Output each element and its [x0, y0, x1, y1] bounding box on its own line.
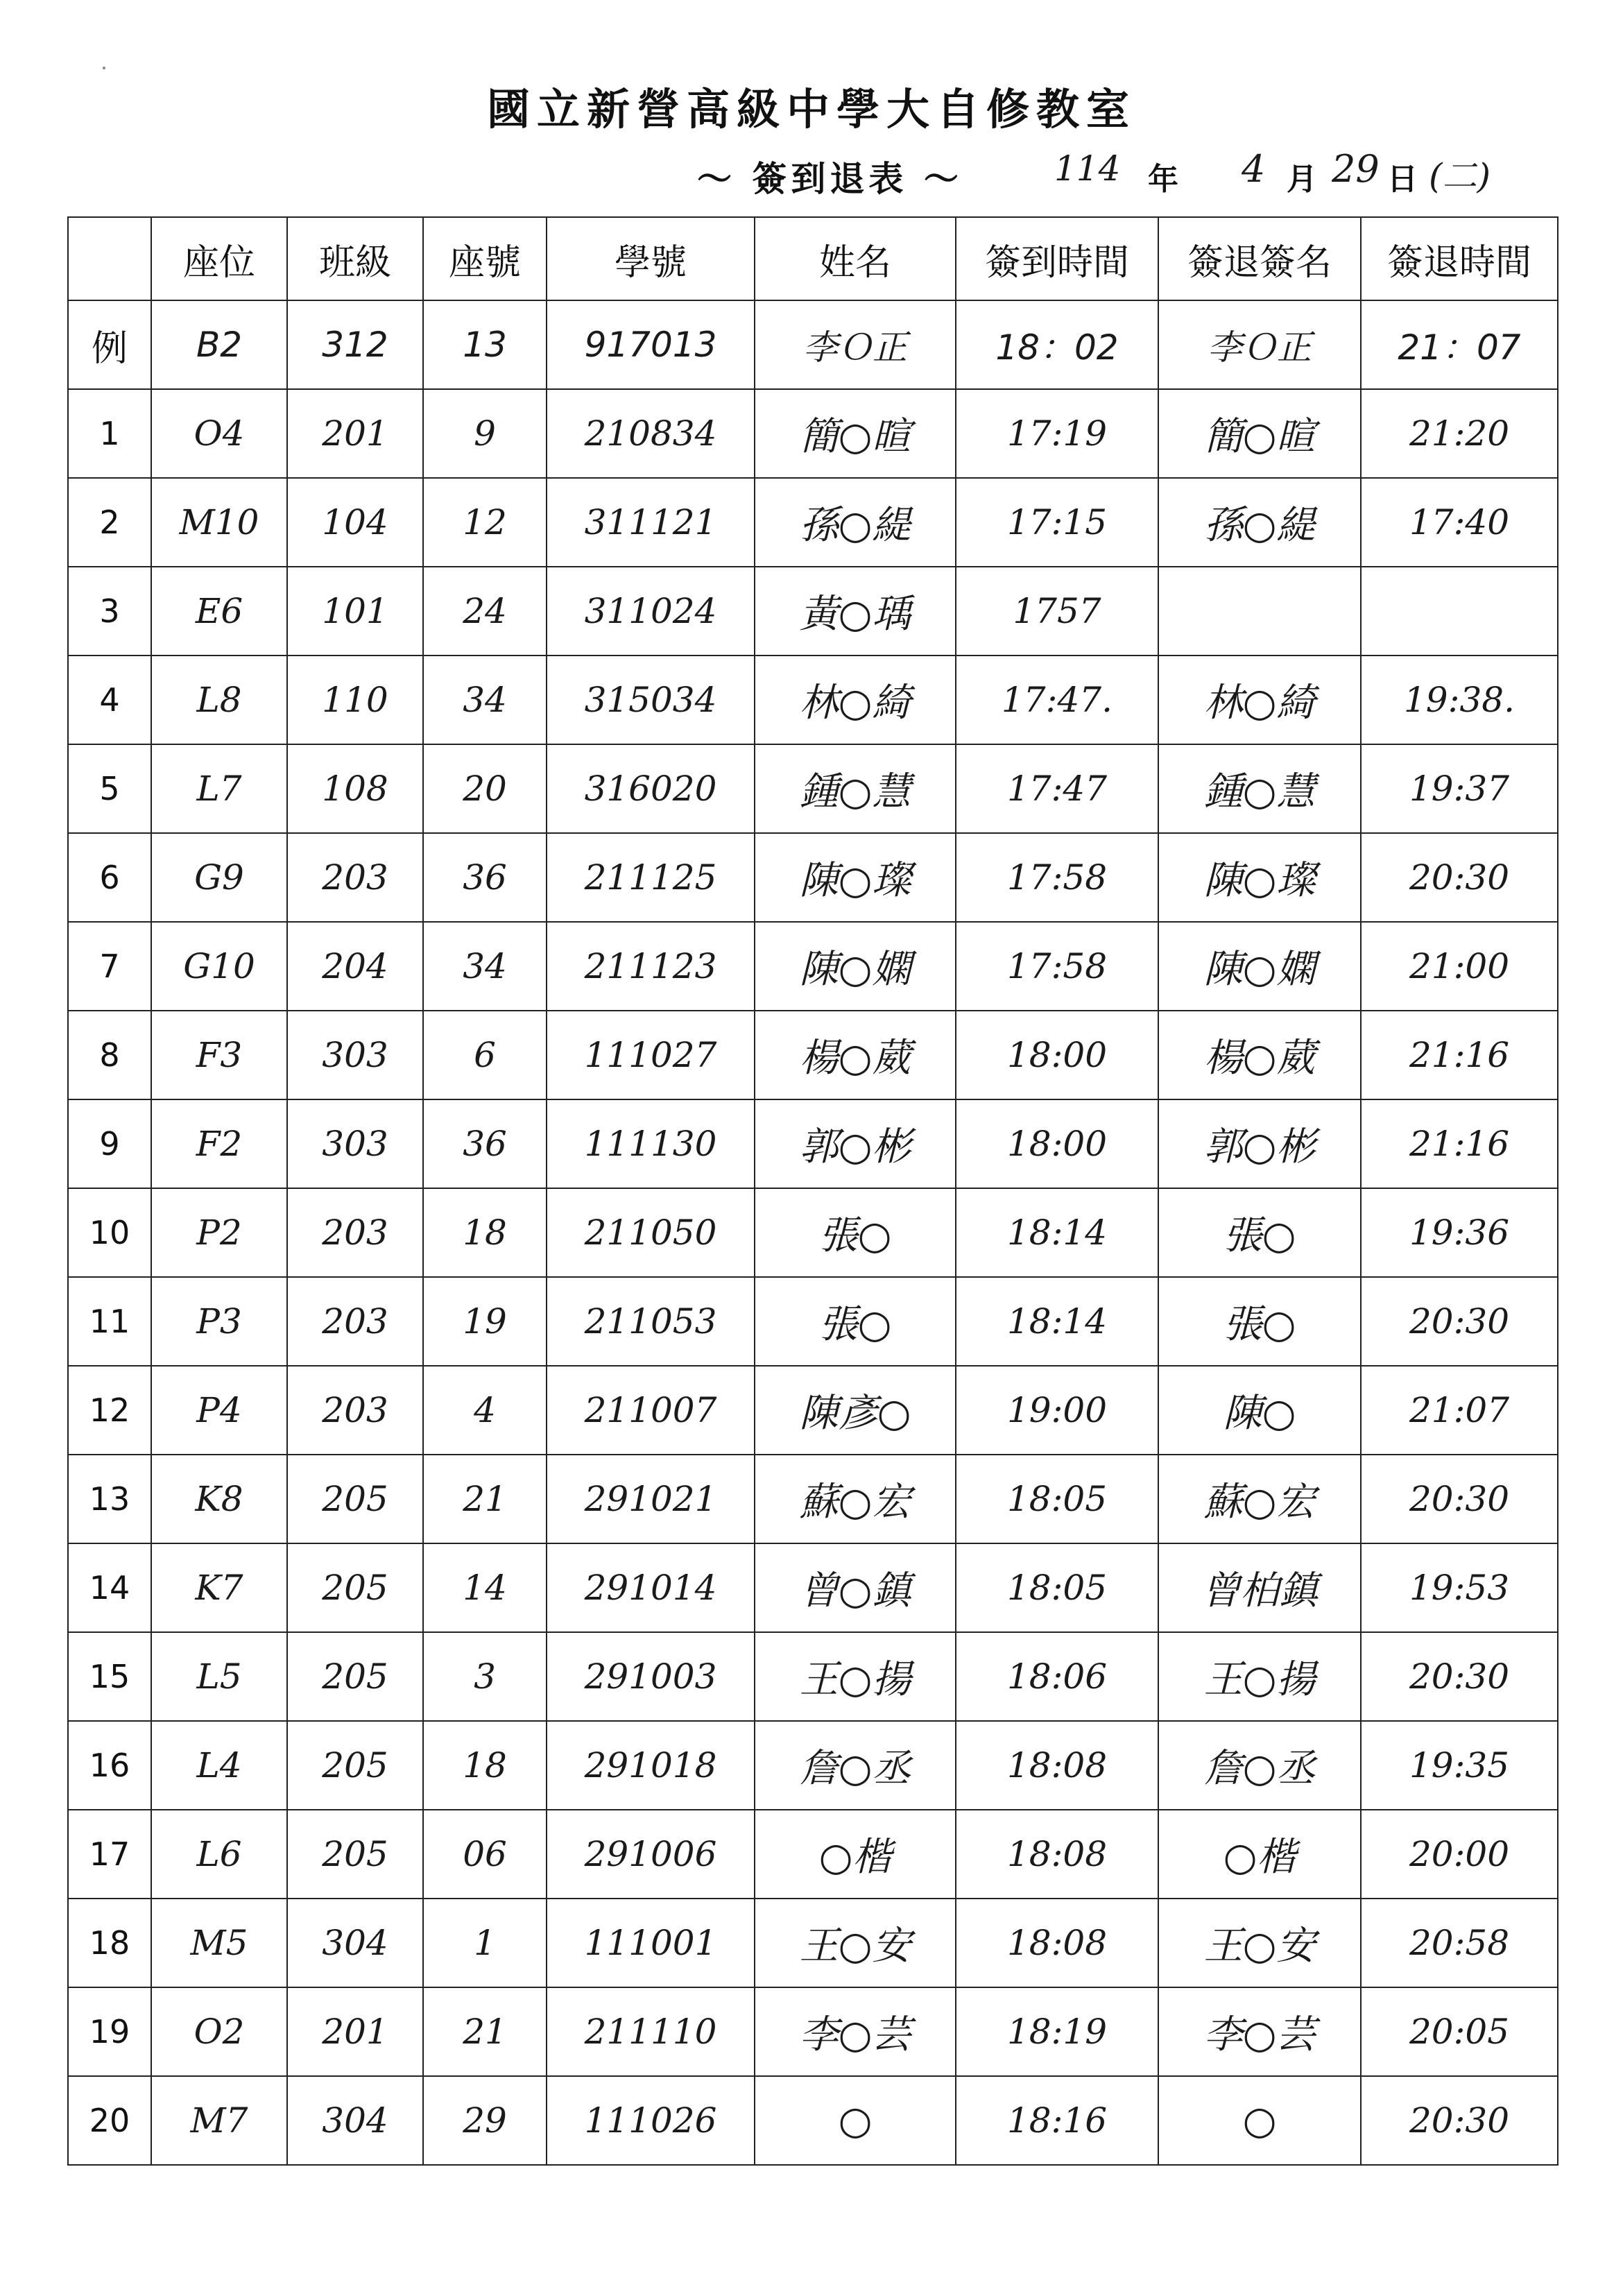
- table-row: [68, 478, 1558, 567]
- checkin-time-cell: 18:16: [956, 2076, 1158, 2165]
- name-cell: 王○安: [755, 1899, 956, 1987]
- student-id-cell: 291018: [547, 1721, 755, 1810]
- date-day-value: 29: [1332, 147, 1380, 191]
- checkout-time-cell: [1361, 567, 1558, 656]
- checkout-signature-cell: ○: [1158, 2076, 1361, 2165]
- checkout-signature-cell: 張○: [1158, 1277, 1361, 1366]
- row-index: 18: [68, 1899, 151, 1987]
- header-seat: 座位: [151, 217, 287, 300]
- header-index: [68, 217, 151, 300]
- header-class: 班級: [287, 217, 423, 300]
- checkout-signature-cell: 郭○彬: [1158, 1099, 1361, 1188]
- table-row: [68, 1721, 1558, 1810]
- checkout-signature-cell: ○楷: [1158, 1810, 1361, 1899]
- checkin-time-cell: 17:58: [956, 833, 1158, 922]
- student-id-cell: 917013: [547, 300, 755, 389]
- name-cell: 陳○璨: [755, 833, 956, 922]
- seat-cell: P3: [151, 1277, 287, 1366]
- checkout-time-cell: 19:53: [1361, 1543, 1558, 1632]
- table-row: [68, 656, 1558, 744]
- date-day-label: 日: [1387, 162, 1418, 197]
- checkout-signature-cell: 王○安: [1158, 1899, 1361, 1987]
- row-index: 9: [68, 1099, 151, 1188]
- student-id-cell: 291021: [547, 1455, 755, 1543]
- seat-number-cell: 34: [423, 922, 547, 1011]
- class-cell: 203: [287, 1277, 423, 1366]
- seat-cell: F2: [151, 1099, 287, 1188]
- name-cell: 張○: [755, 1188, 956, 1277]
- table-row: [68, 1099, 1558, 1188]
- seat-cell: G10: [151, 922, 287, 1011]
- class-cell: 205: [287, 1543, 423, 1632]
- table-row: [68, 1543, 1558, 1632]
- student-id-cell: 210834: [547, 389, 755, 478]
- checkin-time-cell: 18:08: [956, 1899, 1158, 1987]
- class-cell: 201: [287, 389, 423, 478]
- name-cell: 簡○暄: [755, 389, 956, 478]
- class-cell: 203: [287, 1188, 423, 1277]
- date-line: [1033, 147, 1574, 209]
- seat-cell: M7: [151, 2076, 287, 2165]
- date-month-value: 4: [1242, 147, 1266, 191]
- seat-cell: P2: [151, 1188, 287, 1277]
- seat-number-cell: 14: [423, 1543, 547, 1632]
- seat-cell: M10: [151, 478, 287, 567]
- class-cell: 104: [287, 478, 423, 567]
- seat-cell: L5: [151, 1632, 287, 1721]
- checkin-time-cell: 17:47: [956, 744, 1158, 833]
- class-cell: 205: [287, 1721, 423, 1810]
- row-index: 11: [68, 1277, 151, 1366]
- student-id-cell: 111026: [547, 2076, 755, 2165]
- seat-number-cell: 21: [423, 1987, 547, 2076]
- seat-number-cell: 36: [423, 833, 547, 922]
- name-cell: ○: [755, 2076, 956, 2165]
- checkout-time-cell: 21:00: [1361, 922, 1558, 1011]
- checkout-signature-cell: 王○揚: [1158, 1632, 1361, 1721]
- name-cell: 林○綺: [755, 656, 956, 744]
- checkin-time-cell: 18:00: [956, 1099, 1158, 1188]
- document-title: 國立新營高級中學大自修教室: [486, 84, 1136, 135]
- class-cell: 304: [287, 2076, 423, 2165]
- name-cell: 詹○丞: [755, 1721, 956, 1810]
- checkout-signature-cell: 李Ｏ正: [1158, 300, 1361, 389]
- student-id-cell: 111027: [547, 1011, 755, 1099]
- seat-cell: F3: [151, 1011, 287, 1099]
- table-row: [68, 567, 1558, 656]
- seat-number-cell: 36: [423, 1099, 547, 1188]
- seat-cell: M5: [151, 1899, 287, 1987]
- row-index: 4: [68, 656, 151, 744]
- checkin-time-cell: 18:08: [956, 1721, 1158, 1810]
- checkin-time-cell: 1757: [956, 567, 1158, 656]
- seat-cell: O2: [151, 1987, 287, 2076]
- checkin-time-cell: 17:47.: [956, 656, 1158, 744]
- row-index: 7: [68, 922, 151, 1011]
- student-id-cell: 311024: [547, 567, 755, 656]
- checkout-signature-cell: 陳○嫻: [1158, 922, 1361, 1011]
- row-index: 3: [68, 567, 151, 656]
- seat-cell: P4: [151, 1366, 287, 1455]
- seat-cell: G9: [151, 833, 287, 922]
- checkout-time-cell: 19:38.: [1361, 656, 1558, 744]
- student-id-cell: 211007: [547, 1366, 755, 1455]
- class-cell: 303: [287, 1099, 423, 1188]
- seat-number-cell: 18: [423, 1188, 547, 1277]
- table-row: [68, 833, 1558, 922]
- checkin-time-cell: 18:14: [956, 1277, 1158, 1366]
- checkout-time-cell: 17:40: [1361, 478, 1558, 567]
- document-subtitle: ～ 簽到退表 ～: [697, 158, 963, 199]
- student-id-cell: 291003: [547, 1632, 755, 1721]
- table-row: [68, 1899, 1558, 1987]
- seat-number-cell: 24: [423, 567, 547, 656]
- checkin-time-cell: 18:14: [956, 1188, 1158, 1277]
- date-year-label: 年: [1148, 162, 1178, 197]
- seat-number-cell: 9: [423, 389, 547, 478]
- checkout-time-cell: 19:35: [1361, 1721, 1558, 1810]
- checkin-time-cell: 18:05: [956, 1455, 1158, 1543]
- checkout-time-cell: 21:16: [1361, 1011, 1558, 1099]
- name-cell: 陳○嫻: [755, 922, 956, 1011]
- row-index: 12: [68, 1366, 151, 1455]
- seat-number-cell: 4: [423, 1366, 547, 1455]
- row-index: 5: [68, 744, 151, 833]
- seat-number-cell: 20: [423, 744, 547, 833]
- student-id-cell: 291014: [547, 1543, 755, 1632]
- student-id-cell: 211123: [547, 922, 755, 1011]
- checkout-time-cell: 21:16: [1361, 1099, 1558, 1188]
- row-index: 6: [68, 833, 151, 922]
- seat-cell: E6: [151, 567, 287, 656]
- table-row: [68, 1366, 1558, 1455]
- table-row: [68, 1632, 1558, 1721]
- student-id-cell: 111130: [547, 1099, 755, 1188]
- class-cell: 205: [287, 1455, 423, 1543]
- name-cell: 黃○瑀: [755, 567, 956, 656]
- student-id-cell: 211110: [547, 1987, 755, 2076]
- student-id-cell: 315034: [547, 656, 755, 744]
- checkout-signature-cell: 孫○緹: [1158, 478, 1361, 567]
- checkout-signature-cell: 陳○: [1158, 1366, 1361, 1455]
- class-cell: 304: [287, 1899, 423, 1987]
- header-seat-number: 座號: [423, 217, 547, 300]
- seat-number-cell: 34: [423, 656, 547, 744]
- seat-cell: L4: [151, 1721, 287, 1810]
- name-cell: 張○: [755, 1277, 956, 1366]
- class-cell: 203: [287, 833, 423, 922]
- checkin-time-cell: 18:00: [956, 1011, 1158, 1099]
- row-index: 14: [68, 1543, 151, 1632]
- class-cell: 312: [287, 300, 423, 389]
- header-student-id: 學號: [547, 217, 755, 300]
- seat-number-cell: 1: [423, 1899, 547, 1987]
- checkout-signature-cell: 詹○丞: [1158, 1721, 1361, 1810]
- seat-number-cell: 6: [423, 1011, 547, 1099]
- sign-in-table: [67, 216, 1558, 2166]
- checkout-signature-cell: 林○綺: [1158, 656, 1361, 744]
- class-cell: 108: [287, 744, 423, 833]
- student-id-cell: 211050: [547, 1188, 755, 1277]
- checkout-signature-cell: [1158, 567, 1361, 656]
- table-row: [68, 1455, 1558, 1543]
- scan-speck: [103, 67, 105, 69]
- student-id-cell: 291006: [547, 1810, 755, 1899]
- table-row: [68, 1277, 1558, 1366]
- checkout-time-cell: 20:30: [1361, 1277, 1558, 1366]
- row-index: 19: [68, 1987, 151, 2076]
- header-checkin-time: 簽到時間: [956, 217, 1158, 300]
- example-row: [68, 300, 1558, 389]
- date-year-value: 114: [1054, 148, 1121, 189]
- checkout-signature-cell: 陳○璨: [1158, 833, 1361, 922]
- seat-cell: L7: [151, 744, 287, 833]
- row-index: 16: [68, 1721, 151, 1810]
- class-cell: 201: [287, 1987, 423, 2076]
- checkout-time-cell: 19:36: [1361, 1188, 1558, 1277]
- checkout-time-cell: 20:58: [1361, 1899, 1558, 1987]
- seat-number-cell: 06: [423, 1810, 547, 1899]
- checkout-time-cell: 21：07: [1361, 300, 1558, 389]
- table-row: [68, 744, 1558, 833]
- name-cell: 蘇○宏: [755, 1455, 956, 1543]
- seat-number-cell: 3: [423, 1632, 547, 1721]
- student-id-cell: 111001: [547, 1899, 755, 1987]
- row-index: 20: [68, 2076, 151, 2165]
- header-name: 姓名: [755, 217, 956, 300]
- table-row: [68, 1987, 1558, 2076]
- row-index: 1: [68, 389, 151, 478]
- name-cell: 陳彥○: [755, 1366, 956, 1455]
- checkout-time-cell: 21:07: [1361, 1366, 1558, 1455]
- seat-number-cell: 18: [423, 1721, 547, 1810]
- seat-number-cell: 12: [423, 478, 547, 567]
- seat-number-cell: 21: [423, 1455, 547, 1543]
- row-index: 17: [68, 1810, 151, 1899]
- row-index: 10: [68, 1188, 151, 1277]
- checkout-signature-cell: 李○芸: [1158, 1987, 1361, 2076]
- seat-cell: K8: [151, 1455, 287, 1543]
- checkout-time-cell: 20:05: [1361, 1987, 1558, 2076]
- name-cell: 李○芸: [755, 1987, 956, 2076]
- checkout-time-cell: 19:37: [1361, 744, 1558, 833]
- checkout-signature-cell: 簡○暄: [1158, 389, 1361, 478]
- checkout-time-cell: 21:20: [1361, 389, 1558, 478]
- student-id-cell: 211125: [547, 833, 755, 922]
- checkout-signature-cell: 張○: [1158, 1188, 1361, 1277]
- checkin-time-cell: 17:58: [956, 922, 1158, 1011]
- checkout-signature-cell: 楊○葳: [1158, 1011, 1361, 1099]
- class-cell: 203: [287, 1366, 423, 1455]
- checkout-time-cell: 20:30: [1361, 833, 1558, 922]
- table-row: [68, 1810, 1558, 1899]
- row-index: 8: [68, 1011, 151, 1099]
- checkout-signature-cell: 蘇○宏: [1158, 1455, 1361, 1543]
- name-cell: 郭○彬: [755, 1099, 956, 1188]
- checkout-time-cell: 20:30: [1361, 2076, 1558, 2165]
- seat-cell: K7: [151, 1543, 287, 1632]
- checkin-time-cell: 17:19: [956, 389, 1158, 478]
- class-cell: 205: [287, 1810, 423, 1899]
- row-index: 15: [68, 1632, 151, 1721]
- date-weekday: (二): [1429, 156, 1491, 196]
- class-cell: 204: [287, 922, 423, 1011]
- checkout-time-cell: 20:30: [1361, 1455, 1558, 1543]
- table-row: [68, 1011, 1558, 1099]
- table-row: [68, 1188, 1558, 1277]
- checkout-signature-cell: 曾柏鎮: [1158, 1543, 1361, 1632]
- student-id-cell: 211053: [547, 1277, 755, 1366]
- name-cell: 楊○葳: [755, 1011, 956, 1099]
- table-row: [68, 922, 1558, 1011]
- row-index: 2: [68, 478, 151, 567]
- seat-number-cell: 29: [423, 2076, 547, 2165]
- seat-cell: B2: [151, 300, 287, 389]
- date-month-label: 月: [1287, 162, 1317, 197]
- checkin-time-cell: 18：02: [956, 300, 1158, 389]
- checkin-time-cell: 18:05: [956, 1543, 1158, 1632]
- checkin-time-cell: 17:15: [956, 478, 1158, 567]
- class-cell: 110: [287, 656, 423, 744]
- seat-cell: L8: [151, 656, 287, 744]
- table-header-row: [68, 217, 1558, 300]
- class-cell: 205: [287, 1632, 423, 1721]
- seat-number-cell: 13: [423, 300, 547, 389]
- header-checkout-time: 簽退時間: [1361, 217, 1558, 300]
- checkout-signature-cell: 鍾○慧: [1158, 744, 1361, 833]
- seat-cell: L6: [151, 1810, 287, 1899]
- seat-cell: O4: [151, 389, 287, 478]
- table-row: [68, 389, 1558, 478]
- name-cell: 鍾○慧: [755, 744, 956, 833]
- checkin-time-cell: 18:08: [956, 1810, 1158, 1899]
- table-row: [68, 2076, 1558, 2165]
- name-cell: 曾○鎮: [755, 1543, 956, 1632]
- name-cell: ○楷: [755, 1810, 956, 1899]
- name-cell: 孫○緹: [755, 478, 956, 567]
- checkout-time-cell: 20:00: [1361, 1810, 1558, 1899]
- checkin-time-cell: 19:00: [956, 1366, 1158, 1455]
- checkin-time-cell: 18:19: [956, 1987, 1158, 2076]
- row-index: 13: [68, 1455, 151, 1543]
- row-index: 例: [68, 300, 151, 389]
- header-checkout-signature: 簽退簽名: [1158, 217, 1361, 300]
- class-cell: 303: [287, 1011, 423, 1099]
- student-id-cell: 311121: [547, 478, 755, 567]
- seat-number-cell: 19: [423, 1277, 547, 1366]
- name-cell: 王○揚: [755, 1632, 956, 1721]
- student-id-cell: 316020: [547, 744, 755, 833]
- checkout-time-cell: 20:30: [1361, 1632, 1558, 1721]
- checkin-time-cell: 18:06: [956, 1632, 1158, 1721]
- name-cell: 李Ｏ正: [755, 300, 956, 389]
- class-cell: 101: [287, 567, 423, 656]
